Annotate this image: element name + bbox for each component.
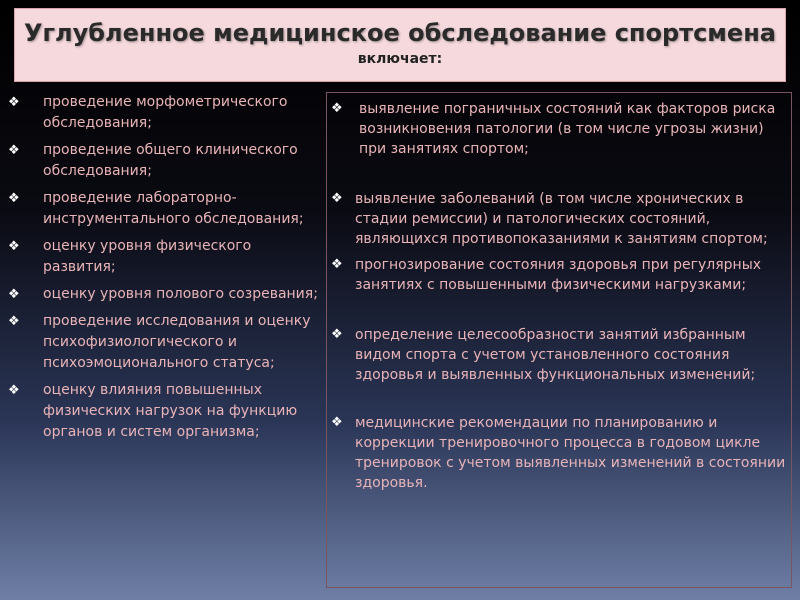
list-item	[331, 325, 793, 385]
bullet-icon: ❖	[8, 95, 20, 110]
bullet-icon: ❖	[8, 287, 20, 302]
list-item	[8, 236, 320, 278]
title-box	[14, 8, 786, 82]
list-item	[331, 413, 793, 493]
bullet-icon: ❖	[331, 191, 343, 206]
list-item-text: выявление пограничных состояний как факторов риска возникновения патологии (в том числе угрозы жизни) при занятиях спортом;	[359, 101, 776, 157]
list-item	[8, 92, 320, 134]
list-item	[8, 188, 320, 230]
list-item	[8, 284, 320, 305]
list-item-text: проведение лабораторно-инструментального обследования;	[43, 190, 304, 227]
list-item	[8, 380, 320, 443]
list-item-text: выявление заболеваний (в том числе хронических в стадии ремиссии) и патологических состояний, являющихся противопоказаниями к занятиям спортом;	[355, 191, 768, 247]
bullet-icon: ❖	[8, 191, 20, 206]
bullet-icon: ❖	[331, 327, 343, 342]
right-content-box	[326, 92, 792, 588]
list-item-text: оценку уровня полового созревания;	[43, 286, 318, 302]
bullet-icon: ❖	[8, 314, 20, 329]
list-item	[8, 140, 320, 182]
bullet-icon: ❖	[331, 257, 343, 272]
list-item-text: проведение общего клинического обследования;	[43, 142, 298, 179]
bullet-icon: ❖	[331, 101, 343, 116]
bullet-icon: ❖	[8, 239, 20, 254]
list-item-text: определение целесообразности занятий избранным видом спорта с учетом установленного состояния здоровья и выявленных функциональных изменений;	[355, 327, 756, 383]
slide-subtitle: включает:	[357, 51, 443, 67]
slide-title: Углубленное медицинское обследование спортсмена	[24, 19, 776, 47]
bullet-icon: ❖	[8, 383, 20, 398]
list-item	[331, 189, 793, 249]
list-item-text: оценку влияния повышенных физических нагрузок на функцию органов и систем организма;	[43, 382, 298, 440]
list-item-text: проведение морфометрического обследования;	[43, 94, 288, 131]
list-item	[8, 311, 320, 374]
list-item-text: прогнозирование состояния здоровья при регулярных занятиях с повышенными физическими нагрузками;	[355, 257, 762, 293]
left-bullet-list	[8, 92, 320, 449]
bullet-icon: ❖	[8, 143, 20, 158]
bullet-icon: ❖	[331, 415, 343, 430]
list-item-text: оценку уровня физического развития;	[43, 238, 252, 275]
list-item	[331, 255, 793, 295]
list-item-text: проведение исследования и оценку психофизиологического и психоэмоционального статуса;	[43, 313, 311, 371]
list-item-text: медицинские рекомендации по планированию и коррекции тренировочного процесса в годовом цикле тренировок с учетом выявленных изменений в состоянии здоровья.	[355, 415, 786, 491]
list-item	[331, 99, 789, 159]
